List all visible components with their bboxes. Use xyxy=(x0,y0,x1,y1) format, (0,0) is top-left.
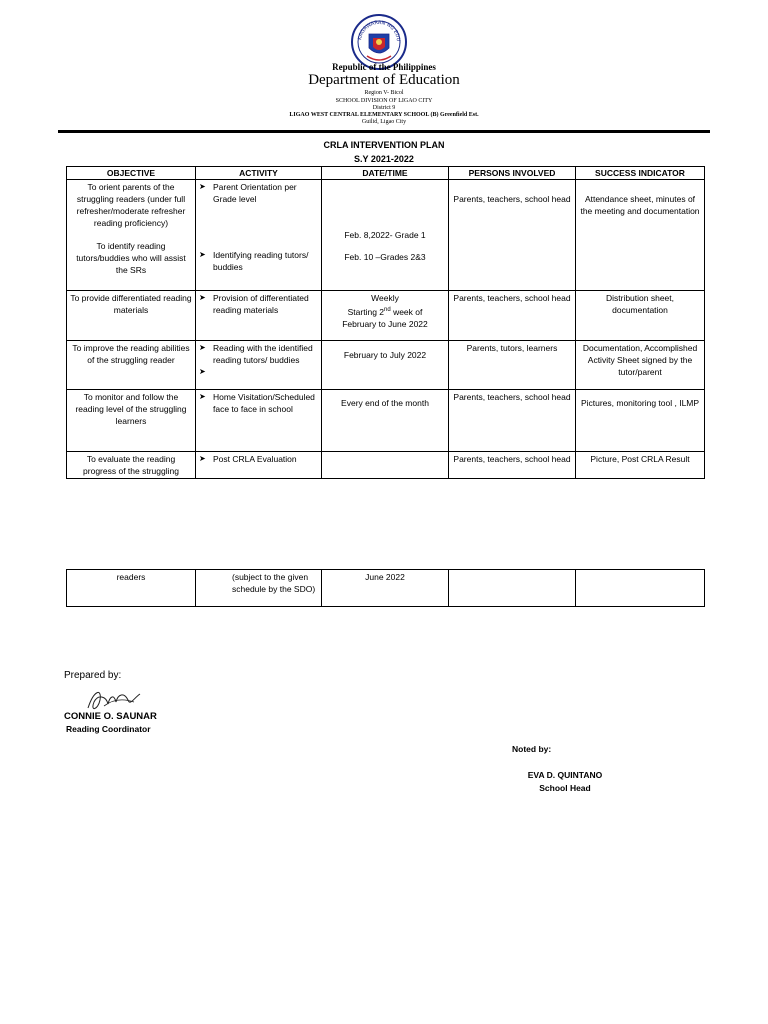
objective-text: To identify reading tutors/buddies who will assist the SRs xyxy=(76,241,186,275)
persons-cell: Parents, tutors, learners xyxy=(449,341,576,390)
date-cell: June 2022 xyxy=(322,570,449,607)
activity-bullet: ➤ Reading with the identified reading tutors/ buddies xyxy=(199,343,313,365)
column-header-activity: ACTIVITY xyxy=(196,167,322,180)
republic-heading: Republic of the Philippines xyxy=(332,62,436,72)
arrowhead-bullet-icon: ➤ xyxy=(199,182,206,191)
activity-cell xyxy=(196,390,322,452)
persons-cell: Parents, teachers, school head xyxy=(449,452,576,479)
objective-cell: To improve the reading abilities of the struggling reader xyxy=(67,341,196,390)
header-divider xyxy=(58,130,710,133)
table-row xyxy=(67,570,705,607)
activity-cell xyxy=(196,452,322,479)
persons-cell: Parents, teachers, school head xyxy=(449,390,576,452)
plan-year: S.Y 2021-2022 xyxy=(354,154,414,164)
table-row xyxy=(67,341,705,390)
division-line: SCHOOL DIVISION OF LIGAO CITY xyxy=(335,98,433,104)
svg-text:KAGAWARAN NG EDUKASYON: KAGAWARAN NG EDU xyxy=(357,19,402,42)
persons-cell xyxy=(449,570,576,607)
activity-cell xyxy=(196,291,322,341)
indicator-cell: Pictures, monitoring tool , ILMP xyxy=(576,390,705,452)
activity-bullet: ➤ Parent Orientation per Grade level xyxy=(199,182,297,204)
date-cell xyxy=(322,180,449,291)
noted-by-label: Noted by: xyxy=(512,744,552,754)
intervention-plan-table xyxy=(66,166,705,479)
address-line: Guilid, Ligao City xyxy=(361,119,407,125)
date-cell: Weekly Starting 2nd week of February to June 2022 xyxy=(322,291,449,341)
arrowhead-bullet-icon: ➤ xyxy=(199,293,206,302)
date-cell: Every end of the month xyxy=(322,390,449,452)
district-line: District 9 xyxy=(372,105,396,111)
region-line: Region V- Bicol xyxy=(364,90,404,96)
indicator-cell xyxy=(576,570,705,607)
column-header-objective: OBJECTIVE xyxy=(67,167,196,180)
indicator-cell: Attendance sheet, minutes of the meeting and documentation xyxy=(576,180,705,291)
arrowhead-bullet-icon: ➤ xyxy=(199,392,206,401)
table-row xyxy=(67,180,705,291)
objective-text: To orient parents of the struggling readers (under full refresher/moderate refresher reading proficiency) xyxy=(76,182,186,228)
arrowhead-bullet-icon: ➤ xyxy=(199,250,206,259)
date-cell xyxy=(322,452,449,479)
objective-cell: To provide differentiated reading materials xyxy=(67,291,196,341)
column-header-persons: PERSONS INVOLVED xyxy=(449,167,576,180)
table-row xyxy=(67,390,705,452)
arrowhead-bullet-icon: ➤ xyxy=(199,367,206,376)
objective-cell: readers xyxy=(67,570,196,607)
activity-bullet: ➤ Post CRLA Evaluation xyxy=(199,454,297,464)
indicator-cell: Picture, Post CRLA Result xyxy=(576,452,705,479)
indicator-cell: Distribution sheet, documentation xyxy=(576,291,705,341)
activity-cell xyxy=(196,341,322,390)
table-row xyxy=(67,452,705,479)
objective-cell: To monitor and follow the reading level of the struggling learners xyxy=(67,390,196,452)
noted-by-name: EVA D. QUINTANO xyxy=(527,770,603,780)
department-heading: Department of Education xyxy=(308,72,460,88)
objective-cell: To evaluate the reading progress of the struggling xyxy=(67,452,196,479)
activity-bullet: ➤ Provision of differentiated reading materials xyxy=(199,293,309,315)
activity-bullet: ➤ Identifying reading tutors/ buddies xyxy=(199,250,309,272)
handwritten-signature xyxy=(84,686,144,714)
prepared-by-label: Prepared by: xyxy=(64,670,122,681)
date-text: Feb. 10 –Grades 2&3 xyxy=(344,252,426,262)
noted-by-role: School Head xyxy=(539,783,591,793)
indicator-cell: Documentation, Accomplished Activity Sheet signed by the tutor/parent xyxy=(576,341,705,390)
continuation-table xyxy=(66,569,705,607)
table-header-row xyxy=(67,167,705,180)
activity-cell xyxy=(196,180,322,291)
activity-cell: (subject to the given schedule by the SDO) xyxy=(196,570,322,607)
school-line: LIGAO WEST CENTRAL ELEMENTARY SCHOOL (B) Greenfield Est. xyxy=(289,112,479,118)
objective-cell xyxy=(67,180,196,291)
plan-title: CRLA INTERVENTION PLAN xyxy=(323,140,445,150)
prepared-by-role: Reading Coordinator xyxy=(66,724,151,734)
activity-bullet: ➤ Home Visitation/Scheduled face to face in school xyxy=(199,392,315,414)
prepared-by-name: CONNIE O. SAUNAR xyxy=(64,711,157,722)
persons-cell: Parents, teachers, school head xyxy=(449,180,576,291)
column-header-date: DATE/TIME xyxy=(322,167,449,180)
table-row xyxy=(67,291,705,341)
arrowhead-bullet-icon: ➤ xyxy=(199,343,206,352)
activity-bullet-empty xyxy=(199,366,318,378)
persons-cell: Parents, teachers, school head xyxy=(449,291,576,341)
date-cell: February to July 2022 xyxy=(322,341,449,390)
arrowhead-bullet-icon: ➤ xyxy=(199,454,206,463)
column-header-indicator: SUCCESS INDICATOR xyxy=(576,167,705,180)
date-text: Feb. 8,2022- Grade 1 xyxy=(344,230,426,240)
